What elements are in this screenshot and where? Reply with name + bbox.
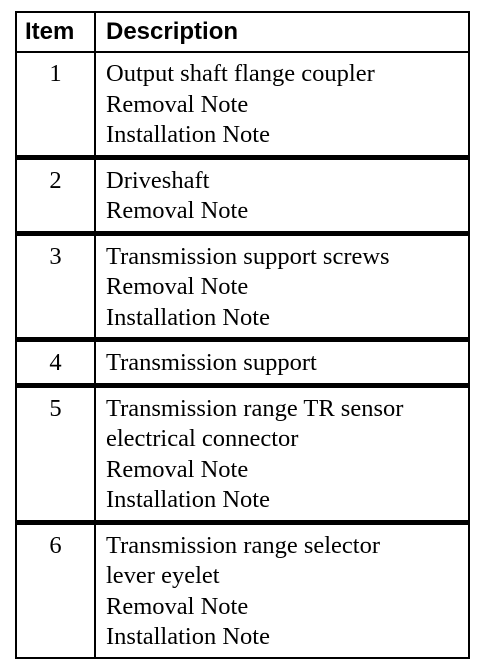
table-row [16, 522, 469, 658]
description-line: Removal Note [106, 455, 249, 483]
description-line: Removal Note [106, 592, 249, 620]
item-number: 1 [16, 52, 95, 157]
item-number: 4 [16, 340, 95, 386]
item-description [95, 233, 469, 340]
table-row [16, 233, 469, 340]
description-column-header: Description [95, 12, 469, 52]
description-line: Installation Note [106, 623, 270, 650]
description-line: Transmission support screws [106, 242, 390, 270]
item-column-header: Item [16, 12, 95, 52]
item-description [95, 340, 469, 386]
table-row [16, 340, 469, 386]
item-description [95, 52, 469, 157]
description-line: Transmission range selector [106, 531, 380, 559]
item-number: 5 [16, 385, 95, 522]
item-number: 2 [16, 157, 95, 233]
table-body [16, 52, 469, 658]
table-row [16, 52, 469, 157]
description-line: Transmission range TR sensor [106, 394, 404, 422]
parts-table-container [15, 11, 468, 659]
item-description [95, 157, 469, 233]
item-description [95, 385, 469, 522]
item-description [95, 522, 469, 658]
description-line: lever eyelet [106, 562, 220, 589]
description-line: Installation Note [106, 486, 270, 513]
parts-table [15, 11, 470, 659]
table-header [16, 12, 469, 52]
description-line: Output shaft flange coupler [106, 60, 375, 87]
description-line: Removal Note [106, 90, 249, 118]
description-line: Installation Note [106, 121, 270, 148]
description-line: Removal Note [106, 197, 249, 224]
header-row [16, 12, 469, 52]
description-line: Installation Note [106, 303, 270, 331]
description-line: Transmission support [106, 349, 317, 376]
item-number: 3 [16, 233, 95, 340]
description-line: electrical connector [106, 425, 299, 452]
table-row [16, 385, 469, 522]
description-line: Driveshaft [106, 166, 210, 194]
item-number: 6 [16, 522, 95, 658]
table-row [16, 157, 469, 233]
description-line: Removal Note [106, 273, 249, 300]
